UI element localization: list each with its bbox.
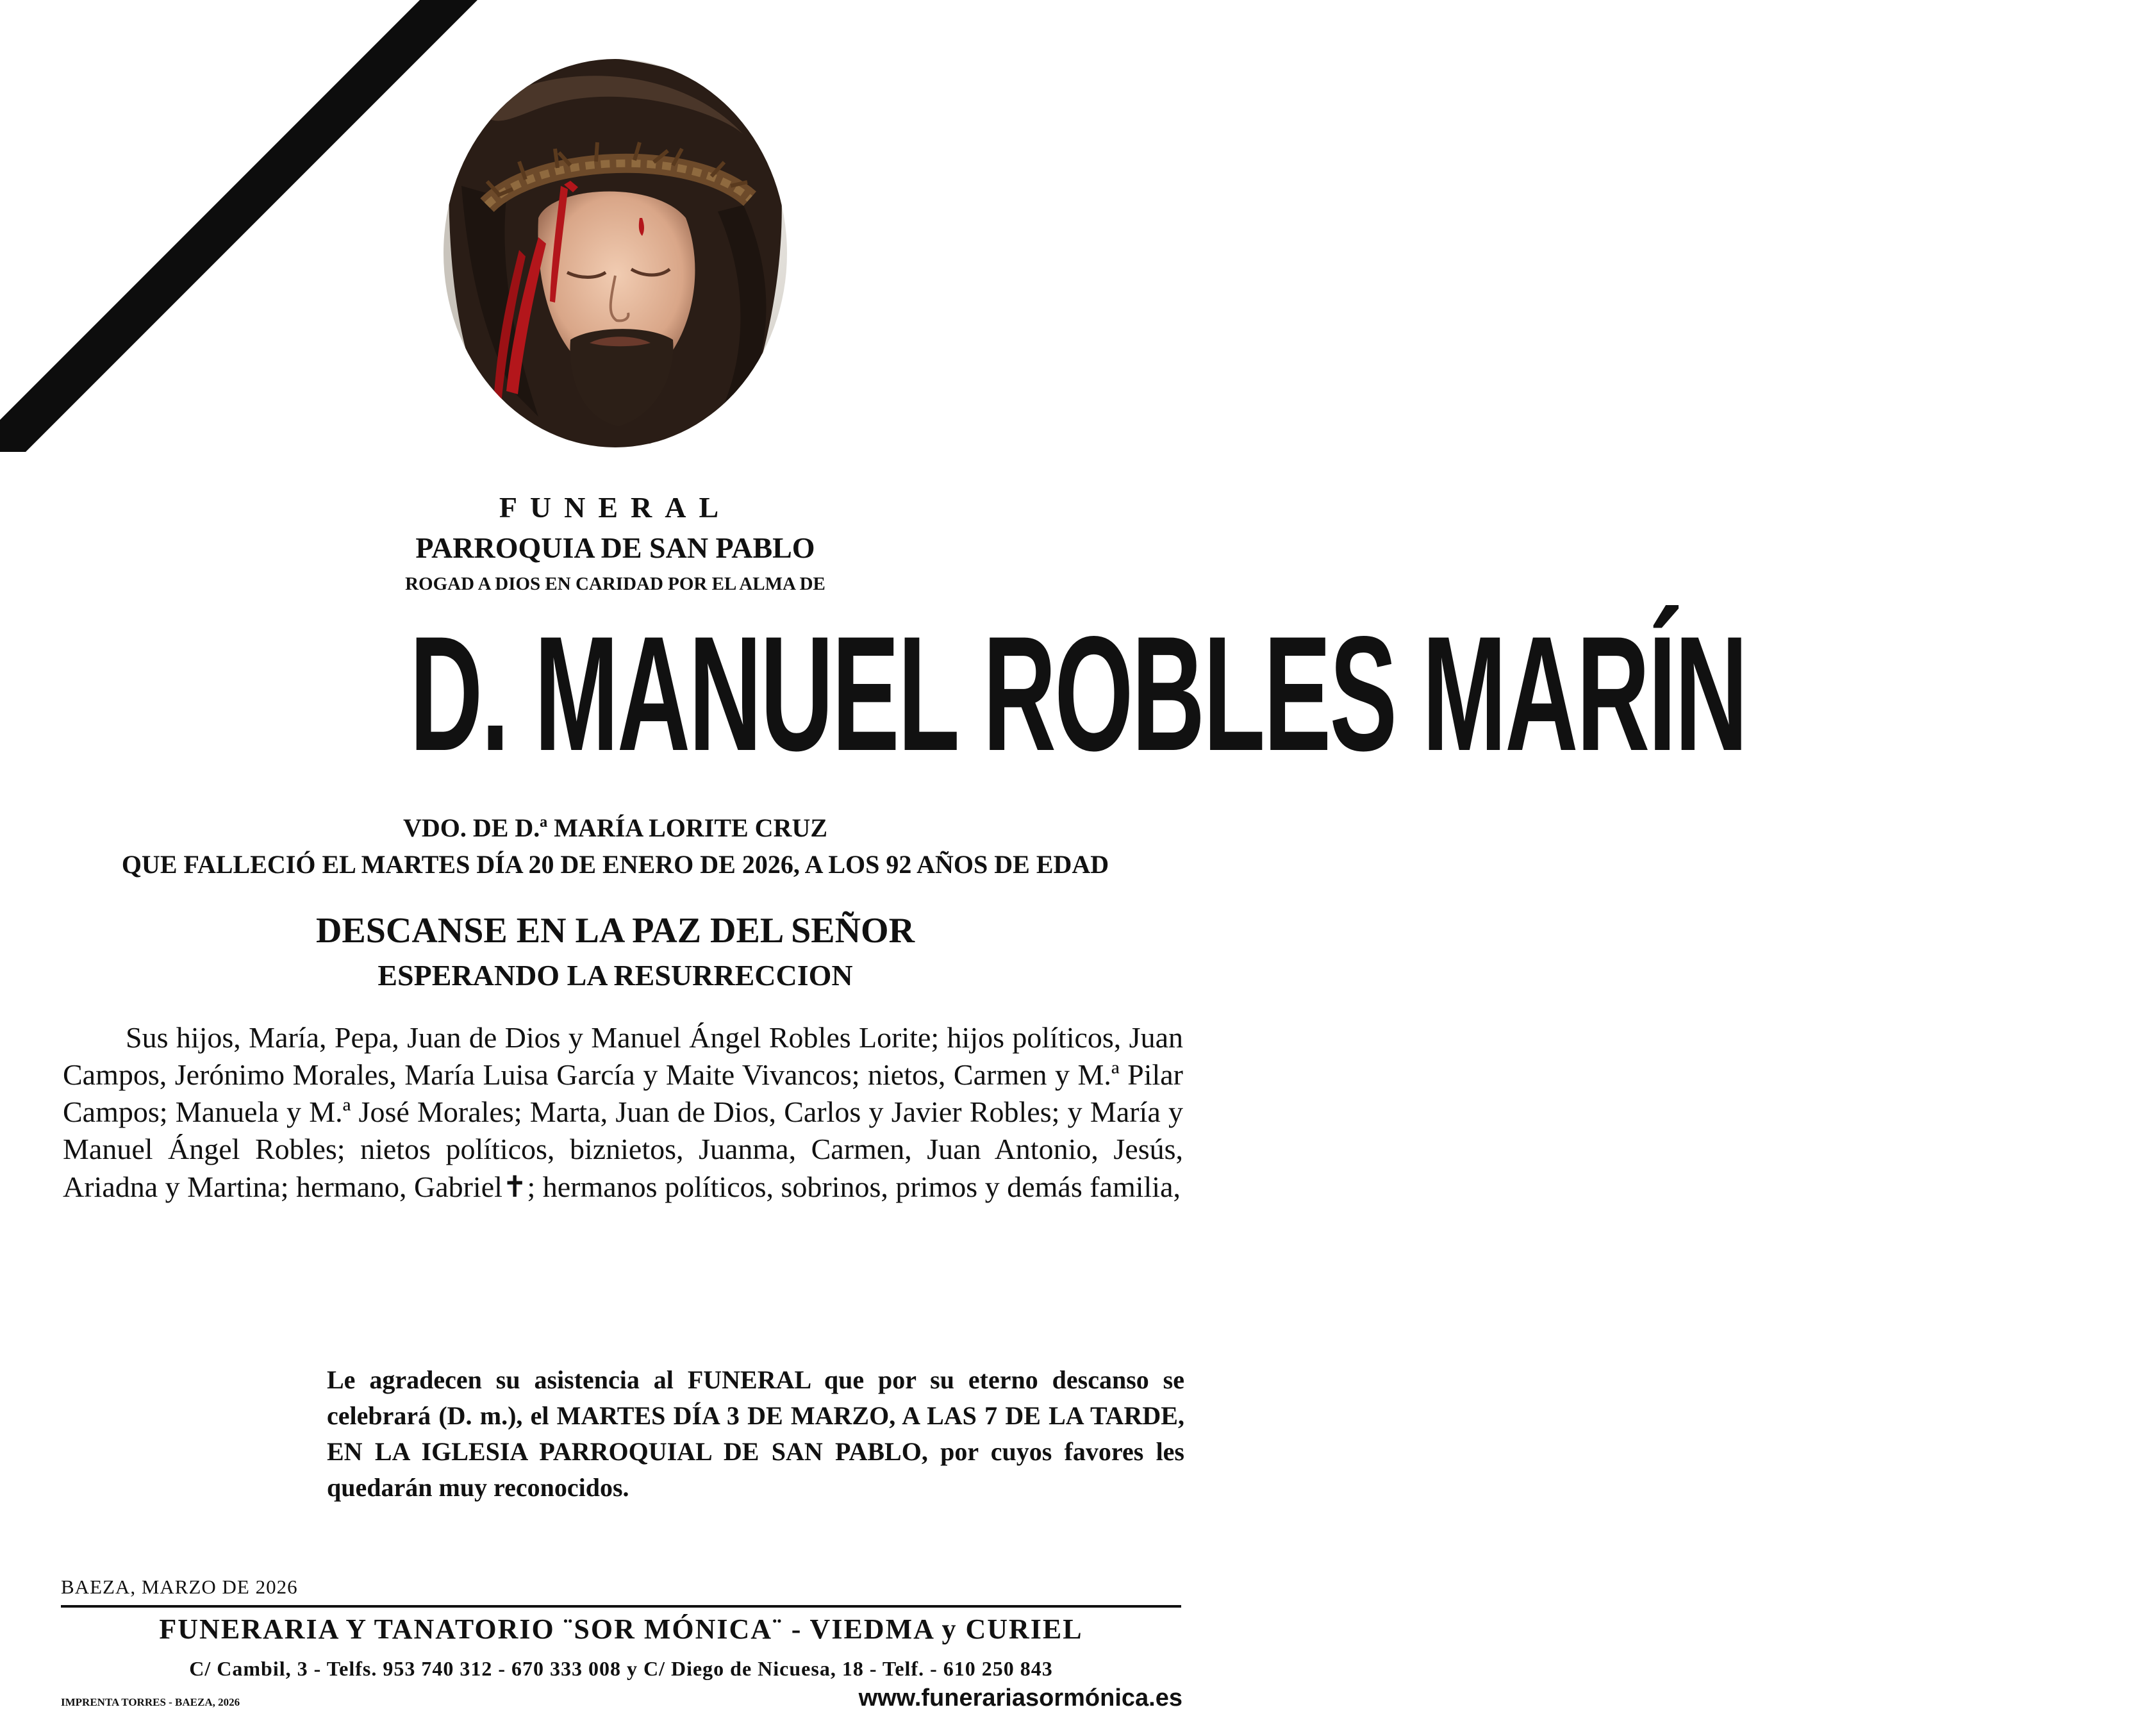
printer-credit: IMPRENTA TORRES - BAEZA, 2026 (61, 1696, 240, 1708)
place-date: BAEZA, MARZO DE 2026 (61, 1576, 298, 1598)
funeral-heading: FUNERAL (499, 491, 732, 524)
funeral-thanks-paragraph: Le agradecen su asistencia al FUNERAL que por su eterno descanso se celebrará (D. m.), el MARTES DÍA 3 DE MARZO, A LAS 7 DE LA TARDE, EN LA IGLESIA PARROQUIAL DE SAN PABLO, por cuyos favores les quedarán muy reconocidos. (327, 1365, 1184, 1502)
parish-name: PARROQUIA DE SAN PABLO (415, 531, 815, 564)
pray-line: ROGAD A DIOS EN CARIDAD POR EL ALMA DE (405, 574, 825, 594)
funeral-home-address: C/ Cambil, 3 - Telfs. 953 740 312 - 670 333 008 y C/ Diego de Nicuesa, 18 - Telf. - 610 250 843 (189, 1657, 1053, 1680)
deceased-name (0, 603, 1746, 785)
deceased-name-text: D. MANUEL ROBLES MARÍN (410, 603, 1746, 785)
cross-icon: ✝ (502, 1169, 527, 1204)
widower-line: VDO. DE D.ª MARÍA LORITE CRUZ (402, 813, 828, 842)
funeral-home-name: FUNERARIA Y TANATORIO ¨SOR MÓNICA¨ - VIEDMA y CURIEL (159, 1613, 1083, 1645)
resurrection-line: ESPERANDO LA RESURRECCION (377, 959, 853, 992)
family-paragraph (63, 1019, 1183, 1206)
rest-in-peace-line: DESCANSE EN LA PAZ DEL SEÑOR (315, 911, 915, 951)
christ-portrait-image (442, 58, 788, 449)
website-link[interactable]: www.funerariasormónica.es (858, 1685, 1182, 1711)
footer-divider (61, 1605, 1181, 1608)
family-text-before-cross: Sus hijos, María, Pepa, Juan de Dios y Manuel Ángel Robles Lorite; hijos políticos, Juan Campos, Jerónimo Morales, María Luisa García y Maite Vivancos; nietos, Carmen y M.ª Pilar Campos; Manuela y M.ª José Morales; Marta, Juan de Dios, Carlos y Javier Robles; y María y Manuel Ángel Robles; nietos políticos, biznietos, Juanma, Carmen, Juan Antonio, Jesús, Ariadna y Martina; hermano, Gabriel (63, 1021, 1183, 1203)
death-date-line: QUE FALLECIÓ EL MARTES DÍA 20 DE ENERO DE 2026, A LOS 92 AÑOS DE EDAD (121, 850, 1109, 879)
family-text-after-cross: ; hermanos políticos, sobrinos, primos y demás familia, (527, 1170, 1181, 1203)
